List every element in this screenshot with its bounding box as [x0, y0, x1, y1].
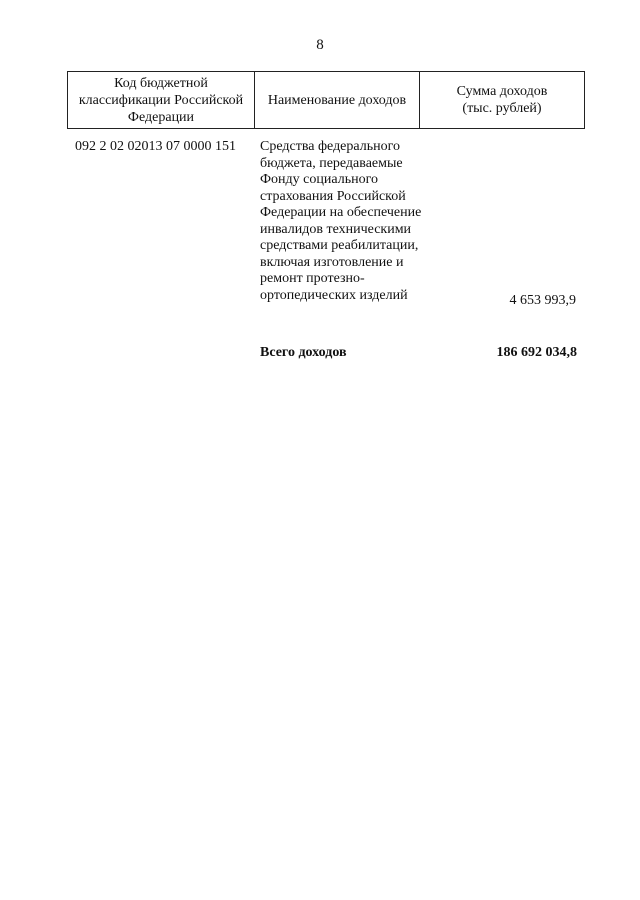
- header-code-line: Код бюджетной: [114, 75, 208, 91]
- row-budget-code: 092 2 02 02013 07 0000 151: [75, 139, 236, 154]
- row-income-name-line: инвалидов техническими: [260, 221, 412, 237]
- row-income-name-line: Федерации на обеспечение: [260, 205, 422, 220]
- row-income-name-line: Средства федерального: [260, 139, 400, 154]
- header-code-line: Федерации: [127, 109, 195, 125]
- row-income-name-line: ремонт протезно-: [260, 271, 365, 286]
- row-income-name-line: бюджета, передаваемые: [260, 155, 403, 171]
- row-income-sum: 4 653 993,9: [509, 293, 576, 308]
- total-income-value: 186 692 034,8: [496, 345, 577, 360]
- header-sum-line: Сумма доходов: [456, 84, 548, 99]
- page-number: 8: [316, 37, 324, 53]
- header-code-line: классификации Российской: [78, 92, 244, 108]
- header-code-column: [68, 72, 255, 128]
- header-sum-column: [420, 72, 584, 128]
- row-income-name: [260, 139, 450, 304]
- header-name-column: [255, 72, 420, 128]
- row-income-name-line: включая изготовление и: [260, 254, 404, 270]
- total-income-label: Всего доходов: [260, 345, 347, 360]
- row-income-name-line: Фонду социального: [260, 172, 378, 187]
- table-header: [67, 71, 585, 129]
- header-name-line: Наименование доходов: [267, 92, 407, 108]
- row-income-name-line: страхования Российской: [260, 188, 406, 204]
- header-sum-line: (тыс. рублей): [462, 101, 542, 116]
- row-income-name-line: средствами реабилитации,: [260, 238, 419, 253]
- row-income-name-line: ортопедических изделий: [260, 287, 408, 303]
